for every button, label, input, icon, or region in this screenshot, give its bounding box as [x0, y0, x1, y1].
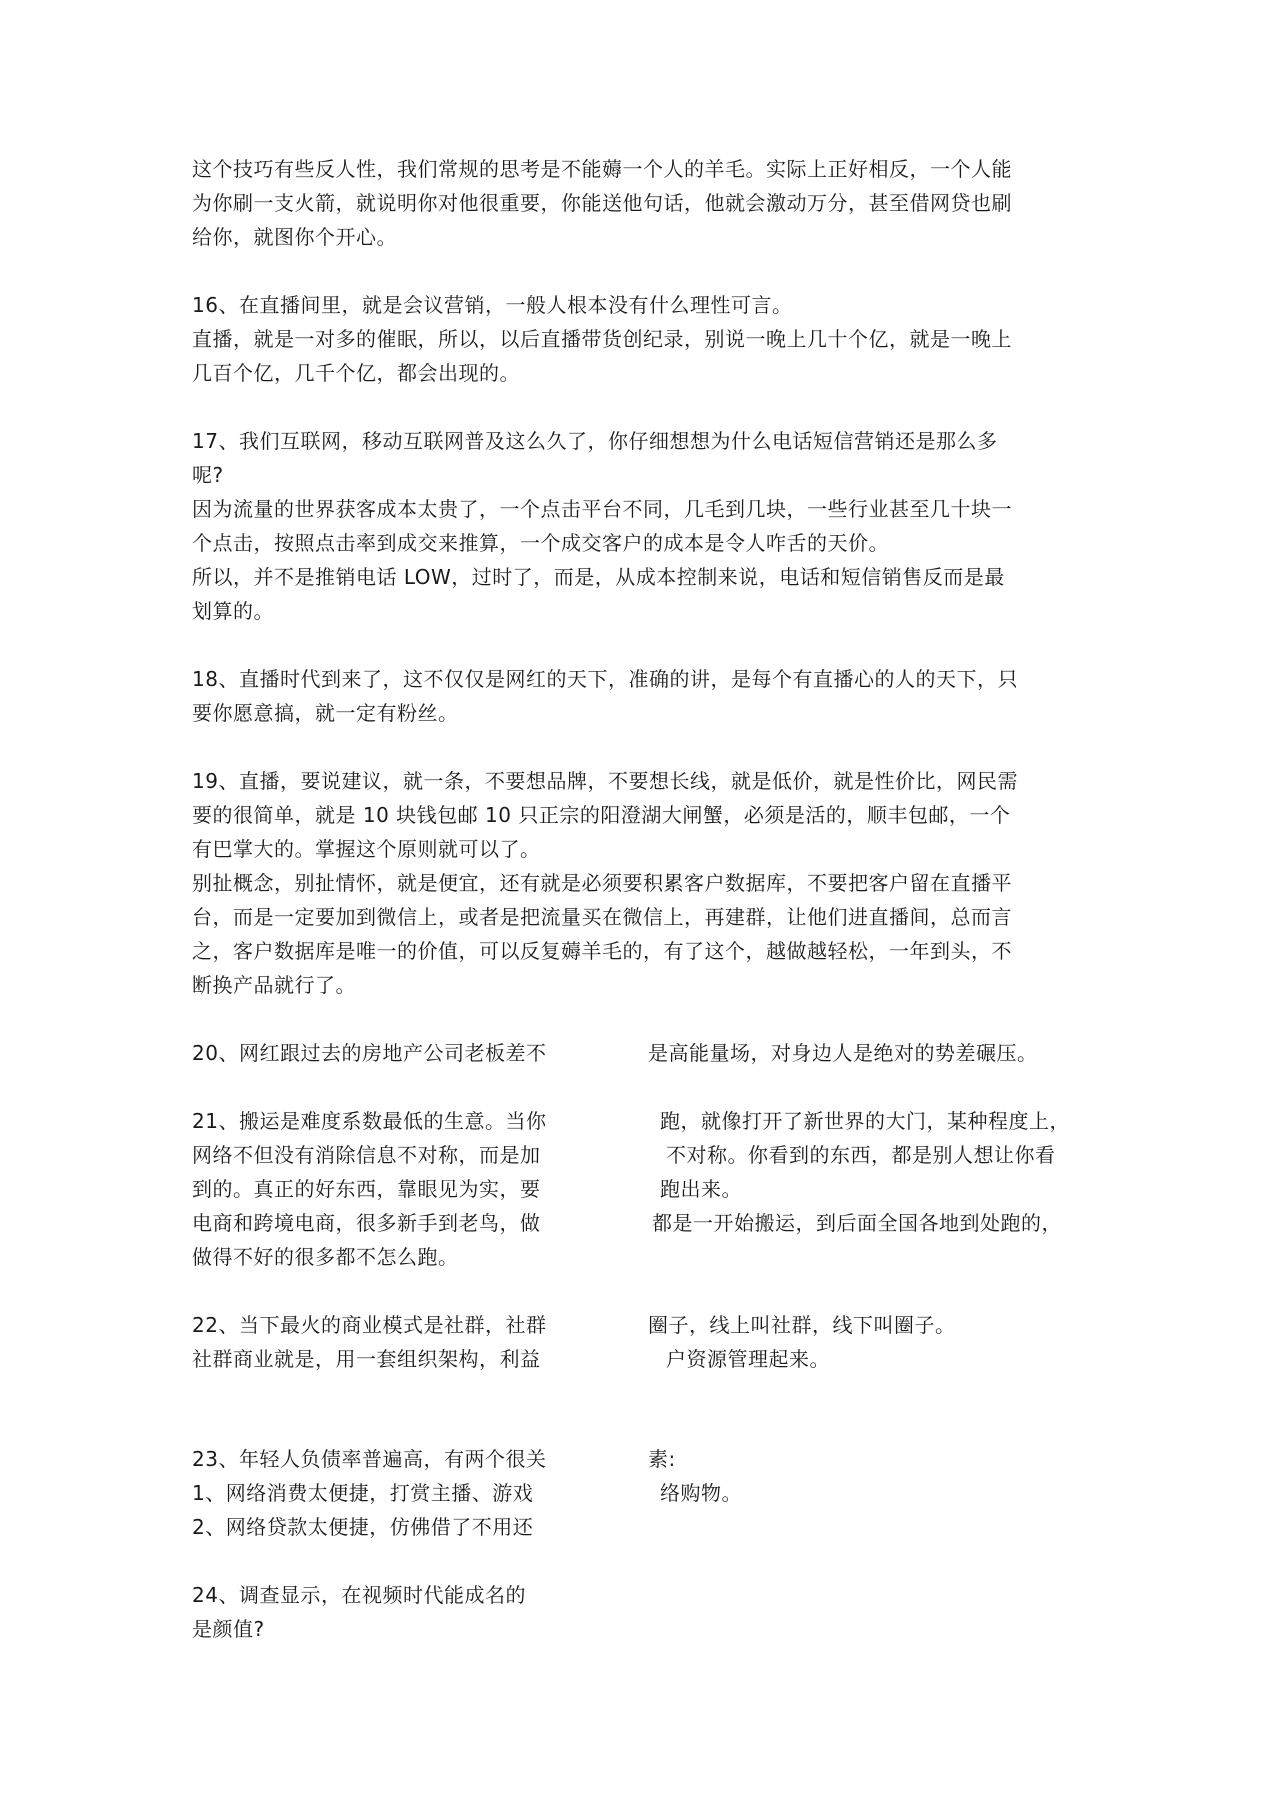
text-line: 别扯概念，别扯情怀，就是便宜，还有就是必须要积累客户数据库，不要把客户留在直播平 — [192, 871, 1012, 895]
text-line: 所以，并不是推销电话 LOW，过时了，而是，从成本控制来说，电话和短信销售反而是最 — [192, 565, 1005, 589]
text-line: 社群商业就是，用一套组织架构，利益 — [192, 1347, 541, 1371]
paragraph-heading-16: 16、在直播间里，就是会议营销，一般人根本没有什么理性可言。 — [192, 293, 793, 317]
text-line: 要的很简单，就是 10 块钱包邮 10 只正宗的阳澄湖大闸蟹，必须是活的，顺丰包邮，一个 — [192, 803, 1011, 827]
text-line: 到的。真正的好东西，靠眼见为实，要 — [192, 1177, 541, 1201]
paragraph-heading-21: 21、搬运是难度系数最低的生意。当你 — [192, 1109, 547, 1133]
paragraph-heading-24: 24、调查显示，在视频时代能成名的 — [192, 1583, 526, 1607]
text-fragment-right: 跑，就像打开了新世界的大门，某种程度上， — [660, 1109, 1070, 1133]
text-line: 直播，就是一对多的催眠，所以，以后直播带货创纪录，别说一晚上几十个亿，就是一晚上 — [192, 327, 1012, 351]
text-fragment-right: 是高能量场，对身边人是绝对的势差碾压。 — [648, 1041, 1038, 1065]
text-line: 断换产品就行了。 — [192, 973, 356, 997]
text-fragment-right: 不对称。你看到的东西，都是别人想让你看 — [666, 1143, 1056, 1167]
text-fragment-right: 络购物。 — [660, 1481, 742, 1505]
paragraph-heading-18: 18、直播时代到来了，这不仅仅是网红的天下，准确的讲，是每个有直播心的人的天下，只 — [192, 667, 1018, 691]
text-line: 2、网络贷款太便捷，仿佛借了不用还 — [192, 1515, 534, 1539]
text-fragment-right: 跑出来。 — [660, 1177, 742, 1201]
text-fragment-right: 都是一开始搬运，到后面全国各地到处跑的， — [652, 1211, 1062, 1235]
paragraph-heading-19: 19、直播，要说建议，就一条，不要想品牌，不要想长线，就是低价，就是性价比，网民需 — [192, 769, 1018, 793]
paragraph-heading-23: 23、年轻人负债率普遍高，有两个很关 — [192, 1447, 547, 1471]
text-fragment-right: 圈子，线上叫社群，线下叫圈子。 — [648, 1313, 956, 1337]
text-line: 台，而是一定要加到微信上，或者是把流量买在微信上，再建群，让他们进直播间，总而言 — [192, 905, 1012, 929]
text-fragment-right: 素: — [648, 1447, 676, 1471]
paragraph-heading-17: 17、我们互联网，移动互联网普及这么久了，你仔细想想为什么电话短信营销还是那么多 — [192, 429, 998, 453]
text-line: 这个技巧有些反人性，我们常规的思考是不能薅一个人的羊毛。实际上正好相反，一个人能 — [192, 157, 1012, 181]
text-line: 为你刷一支火箭，就说明你对他很重要，你能送他句话，他就会激动万分，甚至借网贷也刷 — [192, 191, 1012, 215]
paragraph-heading-20: 20、网红跟过去的房地产公司老板差不 — [192, 1041, 547, 1065]
text-line: 1、网络消费太便捷，打赏主播、游戏 — [192, 1481, 534, 1505]
text-line: 个点击，按照点击率到成交来推算，一个成交客户的成本是令人咋舌的天价。 — [192, 531, 889, 555]
text-line: 划算的。 — [192, 599, 274, 623]
text-line: 是颜值? — [192, 1617, 265, 1641]
text-line: 给你，就图你个开心。 — [192, 225, 397, 249]
paragraph-heading-22: 22、当下最火的商业模式是社群，社群 — [192, 1313, 547, 1337]
text-line: 网络不但没有消除信息不对称，而是加 — [192, 1143, 541, 1167]
text-line: 做得不好的很多都不怎么跑。 — [192, 1245, 459, 1269]
text-line: 要你愿意搞，就一定有粉丝。 — [192, 701, 459, 725]
text-fragment-right: 户资源管理起来。 — [666, 1347, 830, 1371]
text-line: 有巴掌大的。掌握这个原则就可以了。 — [192, 837, 541, 861]
text-line: 呢? — [192, 463, 224, 487]
text-line: 之，客户数据库是唯一的价值，可以反复薅羊毛的，有了这个，越做越轻松，一年到头，不 — [192, 939, 1012, 963]
text-line: 因为流量的世界获客成本太贵了，一个点击平台不同，几毛到几块，一些行业甚至几十块一 — [192, 497, 1012, 521]
text-line: 几百个亿，几千个亿，都会出现的。 — [192, 361, 520, 385]
text-line: 电商和跨境电商，很多新手到老鸟，做 — [192, 1211, 541, 1235]
